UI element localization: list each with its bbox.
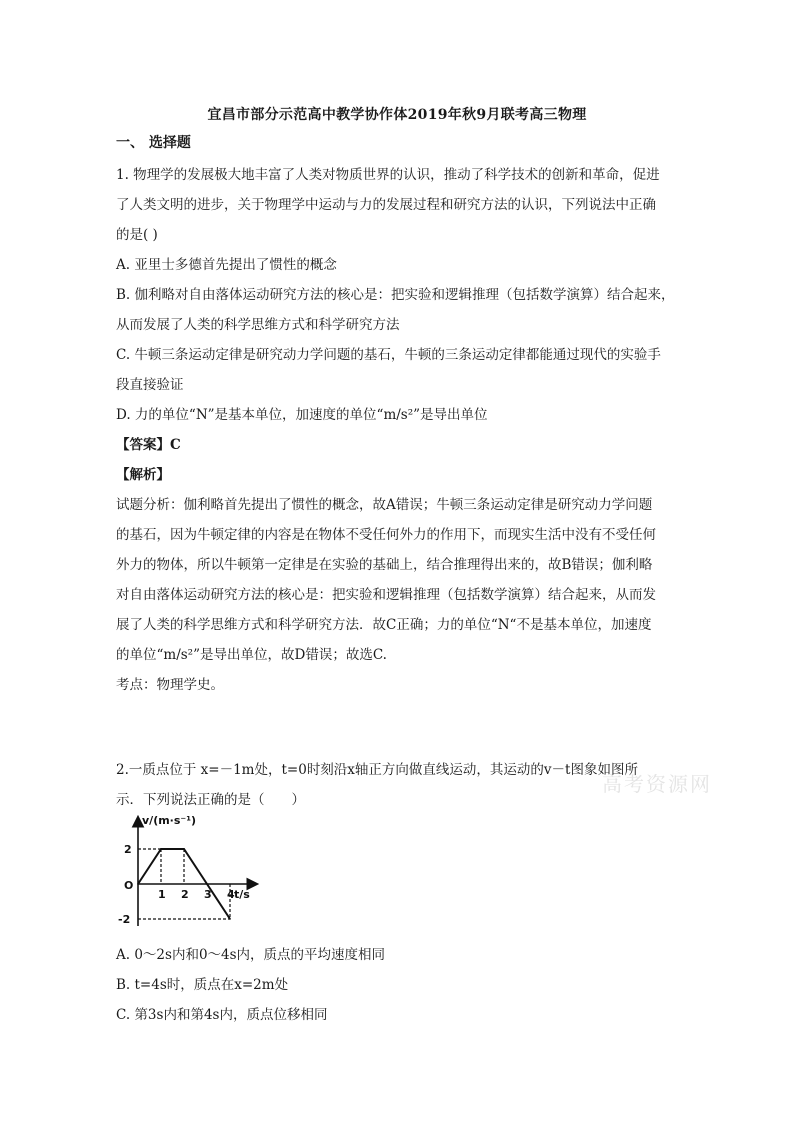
question-2-stem — [116, 755, 686, 815]
q1-answer: 【答案】C — [116, 437, 181, 453]
document-title: 宜昌市部分示范高中教学协作体2019年秋9月联考高三物理 — [207, 107, 587, 123]
q2-option-c: C. 第3s内和第4s内，质点位移相同 — [116, 1007, 328, 1023]
data-point — [183, 848, 185, 850]
q2-option-b: B. t=4s时，质点在x=2m处 — [116, 977, 289, 993]
q1-option-c-line: 段直接验证 — [116, 377, 184, 393]
velocity-time-graph — [112, 812, 262, 934]
q1-option-b-line: B. 伽利略对自由落体运动研究方法的核心是：把实验和逻辑推理（包括数学演算）结合起来， — [116, 287, 675, 303]
x-tick-label: 4 — [227, 888, 235, 901]
x-axis-label: t/s — [234, 888, 250, 901]
q1-option-c-line: C. 牛顿三条运动定律是研究动力学问题的基石，牛顿的三条运动定律都能通过现代的实验手 — [116, 347, 661, 363]
q2-option-a: A. 0～2s内和0～4s内，质点的平均速度相同 — [116, 947, 386, 963]
q1-option-d: D. 力的单位“N”是基本单位，加速度的单位“m/s²”是导出单位 — [116, 407, 488, 423]
q1-analysis-line: 对自由落体运动研究方法的核心是：把实验和逻辑推理（包括数学演算）结合起来，从而发 — [116, 587, 656, 603]
q1-kaodian: 考点：物理学史。 — [116, 677, 224, 693]
y-tick-label: -2 — [118, 913, 131, 926]
q1-option-a: A. 亚里士多德首先提出了惯性的概念 — [116, 257, 337, 273]
q1-stem-line: 的是( ) — [116, 227, 158, 243]
q1-stem-line: 1. 物理学的发展极大地丰富了人类对物质世界的认识，推动了科学技术的创新和革命，促进 — [116, 167, 660, 183]
q1-analysis-line: 试题分析：伽利略首先提出了惯性的概念，故A错误；牛顿三条运动定律是研究动力学问题 — [116, 497, 653, 513]
x-tick-label: 3 — [204, 888, 212, 901]
q1-stem-line: 了人类文明的进步，关于物理学中运动与力的发展过程和研究方法的认识，下列说法中正确 — [116, 197, 656, 213]
data-point — [229, 918, 231, 920]
y-axis-label: v/(m·s⁻¹) — [142, 814, 197, 827]
x-tick-label: 2 — [181, 888, 189, 901]
question-1 — [116, 160, 686, 700]
q1-analysis-line: 的单位“m/s²”是导出单位，故D错误；故选C. — [116, 647, 387, 663]
origin-label: O — [124, 879, 134, 892]
q1-analysis-line: 外力的物体，所以牛顿第一定律是在实验的基础上，结合推理得出来的，故B错误；伽利略 — [116, 557, 653, 573]
q1-analysis-line: 展了人类的科学思维方式和科学研究方法．故C正确；力的单位“N“不是基本单位，加速度 — [116, 617, 652, 633]
data-point — [137, 883, 139, 885]
q2-stem-line: 2.一质点位于 x=－1m处，t=0时刻沿x轴正方向做直线运动，其运动的v－t图象如图所 — [116, 762, 638, 778]
q1-analysis-line: 的基石，因为牛顿定律的内容是在物体不受任何外力的作用下，而现实生活中没有不受任何 — [116, 527, 656, 543]
q1-analysis-label: 【解析】 — [116, 467, 170, 483]
section-heading: 一、 选择题 — [116, 135, 191, 151]
watermark: 高考资源网 — [602, 772, 712, 796]
x-tick-label: 1 — [158, 888, 166, 901]
data-point — [160, 848, 162, 850]
q2-stem-line: 示．下列说法正确的是（ ） — [116, 792, 305, 808]
data-point — [206, 883, 208, 885]
q1-option-b-line: 从而发展了人类的科学思维方式和科学研究方法 — [116, 317, 400, 333]
question-2-options — [116, 940, 686, 1030]
y-tick-label: 2 — [124, 843, 132, 856]
